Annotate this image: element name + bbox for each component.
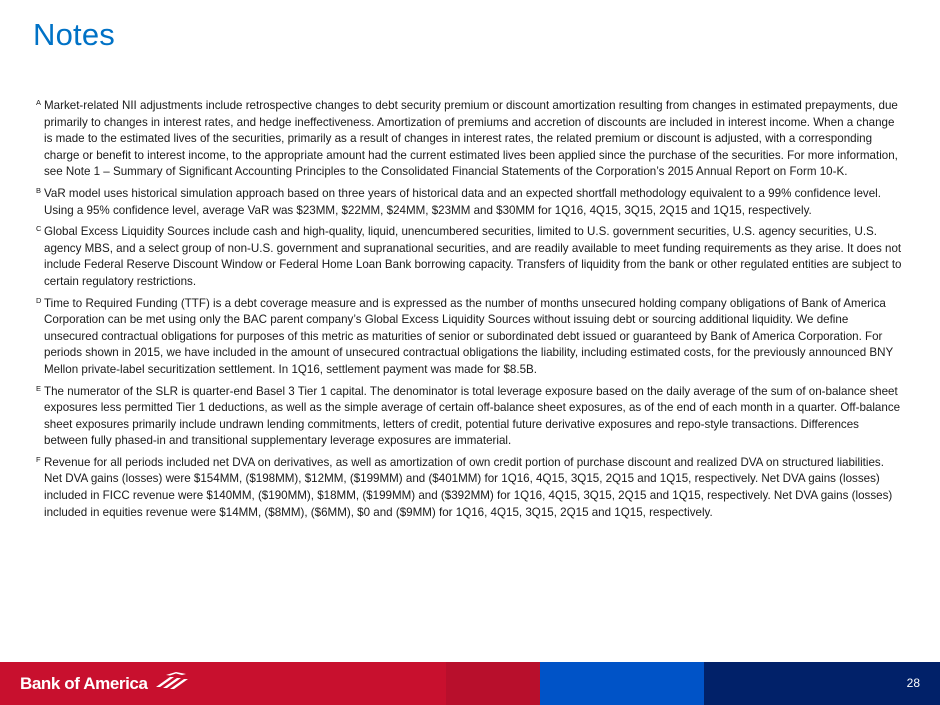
note-text: Time to Required Funding (TTF) is a debt coverage measure and is expressed as the number of months unsecured holding company obligations of Bank of America Corporation can be met using only the BAC parent company’s Global Excess Liquidity Sources without issuing debt or sourcing additional liquidity. We define unsecured contractual obligations for purposes of this metric as maturities of senior or subordinated debt issued or guaranteed by Bank of America Corporation. For periods shown in 2015, we have included in the amount of unsecured contractual obligations the liability, including estimated costs, for the previously announced BNY Mellon private-label securitization settlement. In 1Q16, settlement payment was made for $8.5B. (44, 296, 894, 376)
note-text: The numerator of the SLR is quarter-end Basel 3 Tier 1 capital. The denominator is total leverage exposure based on the daily average of the sum of on-balance sheet exposures less permitted Tier 1 deductions, as well as the simple average of certain off-balance sheet exposures, as of the end of each month in a quarter. Off-balance sheet exposures primarily include undrawn lending commitments, letters of credit, potential future derivative exposures and repo-style transactions. Differences between fully phased-in and transitional supplementary leverage exposures are immaterial. (44, 384, 901, 448)
note-marker: B (36, 185, 42, 195)
page-number: 28 (906, 676, 920, 690)
note-d (36, 296, 902, 379)
bank-of-america-logo (20, 672, 192, 696)
note-text: Revenue for all periods included net DVA on derivatives, as well as amortization of own credit portion of purchase discount and realized DVA on structured liabilities. Net DVA gains (losses) were $154MM, ($198MM), $12MM, ($199MM) and ($401MM) for 1Q16, 4Q15, 3Q15, 2Q15 and 1Q15, respectively. Net DVA gains (losses) included in FICC revenue were $140MM, ($190MM), $18MM, ($199MM) and ($392MM) for 1Q16, 4Q15, 3Q15, 2Q15 and 1Q15, respectively. Net DVA gains (losses) included in equities revenue were $14MM, ($8MM), ($6MM), $0 and ($9MM) for 1Q16, 4Q15, 3Q15, 2Q15 and 1Q15, respectively. (44, 455, 893, 519)
page-title: Notes (33, 17, 115, 52)
notes-list (36, 98, 902, 526)
footer-navy-segment (704, 662, 940, 705)
note-marker: F (36, 454, 41, 464)
note-text: VaR model uses historical simulation approach based on three years of historical data and an expected shortfall methodology equivalent to a 99% confidence level. Using a 95% confidence level, average VaR was $23MM, $22MM, $24MM, $23MM and $30MM for 1Q16, 4Q15, 3Q15, 2Q15 and 1Q15, respectively. (44, 186, 881, 217)
note-marker: E (36, 383, 42, 393)
note-b (36, 186, 902, 219)
footer-bar (0, 662, 940, 705)
note-text: Market-related NII adjustments include retrospective changes to debt security premium or discount amortization resulting from changes in estimated prepayments, due primarily to changes in interest rates, and hedge ineffectiveness. Amortization of premiums and accretion of discounts are included in interest income. When a change is made to the estimated lives of the securities, primarily as a result of changes in interest rates, the related premium or discount is adjusted, with a corresponding charge or benefit to interest income, to the appropriate amount had the current estimated lives been applied since the purchase of the securities. For more information, see Note 1 – Summary of Significant Accounting Principles to the Consolidated Financial Statements of the Corporation’s 2015 Annual Report on Form 10-K. (44, 99, 898, 179)
flag-icon (152, 671, 192, 691)
note-c (36, 224, 902, 290)
note-marker: A (36, 98, 42, 107)
brand-name: Bank of America (20, 674, 148, 693)
note-text: Global Excess Liquidity Sources include cash and high-quality, liquid, unencumbered securities, limited to U.S. government securities, U.S. agency securities, U.S. agency MBS, and a select group of non-U.S. government and supranational securities, and are readily available to meet funding requirements as they arise. It does not include Federal Reserve Discount Window or Federal Home Loan Bank borrowing capacity. Transfers of liquidity from the bank or other regulated entities are subject to certain regulatory restrictions. (44, 225, 902, 288)
note-marker: D (36, 295, 42, 305)
note-e (36, 384, 902, 450)
note-f (36, 455, 902, 521)
note-marker: C (36, 224, 42, 234)
footer-deep-red-segment (446, 662, 540, 705)
footer-blue-segment (540, 662, 704, 705)
note-a (36, 98, 902, 181)
